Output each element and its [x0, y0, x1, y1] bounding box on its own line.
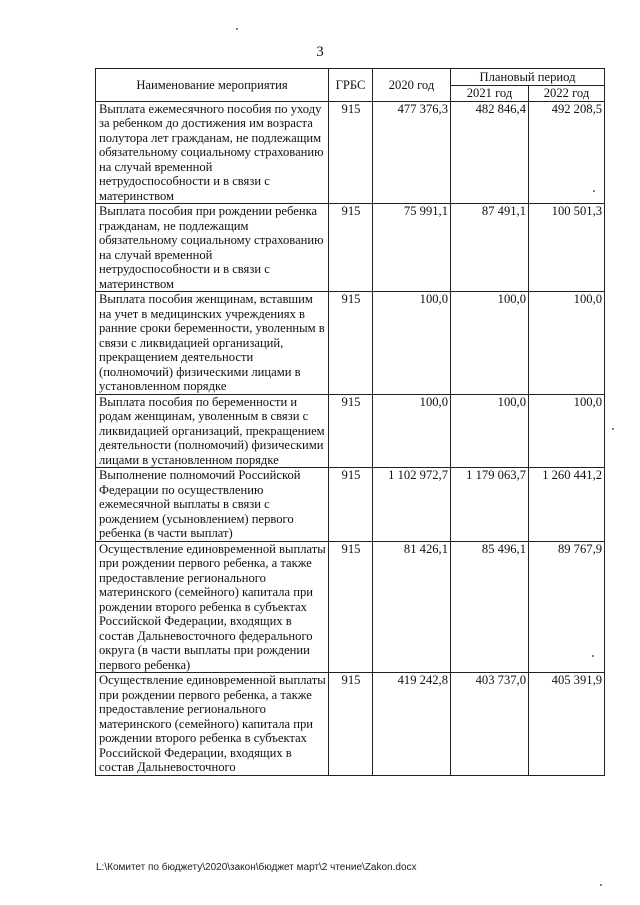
budget-table: [95, 68, 605, 776]
cell-grbs: 915: [329, 101, 373, 204]
cell-grbs: 915: [329, 673, 373, 776]
table-body: [96, 101, 605, 775]
cell-2022: 100 501,3: [529, 204, 605, 292]
cell-2020: 81 426,1: [373, 541, 451, 673]
cell-2022: 405 391,9: [529, 673, 605, 776]
cell-2021: 482 846,4: [451, 101, 529, 204]
cell-2021: 100,0: [451, 292, 529, 395]
cell-name: Осуществление единовременной выплаты при рождении первого ребенка, а также предоставление регионального материнского (семейного) капитала при рождении второго ребенка в субъектах Российской Федерации, входящих в состав Дальневосточного: [96, 673, 329, 776]
table-row: [96, 101, 605, 204]
cell-2022: 89 767,9: [529, 541, 605, 673]
cell-2020: 100,0: [373, 394, 451, 468]
cell-grbs: 915: [329, 292, 373, 395]
cell-2021: 85 496,1: [451, 541, 529, 673]
file-path-footer: L:\Комитет по бюджету\2020\закон\бюджет март\2 чтение\Zakon.docx: [96, 862, 417, 873]
cell-name: Выплата пособия при рождении ребенка гражданам, не подлежащим обязательному социальному страхованию на случай временной нетрудоспособности и в связи с материнством: [96, 204, 329, 292]
table-header: [96, 69, 605, 102]
page-number: 3: [316, 44, 324, 60]
cell-2021: 1 179 063,7: [451, 468, 529, 542]
cell-name: Осуществление единовременной выплаты при рождении первого ребенка, а также предоставление регионального материнского (семейного) капитала при рождении второго ребенка в субъектах Российской Федерации, входящих в состав Дальневосточного федерального округа (в части выплаты при рождении первого ребенка): [96, 541, 329, 673]
header-name: Наименование мероприятия: [96, 69, 329, 102]
cell-2021: 403 737,0: [451, 673, 529, 776]
table-row: [96, 541, 605, 673]
table-row: [96, 204, 605, 292]
cell-grbs: 915: [329, 204, 373, 292]
scan-speck: [593, 190, 595, 192]
header-2021: 2021 год: [451, 86, 529, 102]
cell-2022: 1 260 441,2: [529, 468, 605, 542]
scan-speck: [236, 28, 238, 30]
table-row: [96, 292, 605, 395]
cell-2020: 419 242,8: [373, 673, 451, 776]
table-row: [96, 468, 605, 542]
header-grbs: ГРБС: [329, 69, 373, 102]
cell-grbs: 915: [329, 394, 373, 468]
scan-speck: [600, 884, 602, 886]
cell-grbs: 915: [329, 541, 373, 673]
cell-2021: 87 491,1: [451, 204, 529, 292]
cell-2022: 100,0: [529, 292, 605, 395]
cell-2022: 100,0: [529, 394, 605, 468]
cell-name: Выплата ежемесячного пособия по уходу за ребенком до достижения им возраста полутора лет гражданам, не подлежащим обязательному социальному страхованию на случай временной нетрудоспособности и в связи с материнством: [96, 101, 329, 204]
scan-speck: [592, 655, 594, 657]
table-row: [96, 394, 605, 468]
header-2020: 2020 год: [373, 69, 451, 102]
cell-2020: 1 102 972,7: [373, 468, 451, 542]
cell-name: Выполнение полномочий Российской Федерации по осуществлению ежемесячной выплаты в связи с рождением (усыновлением) первого ребенка (в части выплат): [96, 468, 329, 542]
cell-name: Выплата пособия по беременности и родам женщинам, уволенным в связи с ликвидацией организаций, прекращением деятельности (полномочий) физическими лицами в установленном порядке: [96, 394, 329, 468]
header-planned-period: Плановый период: [451, 69, 605, 86]
cell-2020: 477 376,3: [373, 101, 451, 204]
header-2022: 2022 год: [529, 86, 605, 102]
cell-2020: 75 991,1: [373, 204, 451, 292]
cell-2021: 100,0: [451, 394, 529, 468]
table-row: [96, 673, 605, 776]
cell-name: Выплата пособия женщинам, вставшим на учет в медицинских учреждениях в ранние сроки беременности, уволенным в связи с ликвидацией организаций, прекращением деятельности (полномочий) физическими лицами в установленном порядке: [96, 292, 329, 395]
cell-2022: 492 208,5: [529, 101, 605, 204]
cell-grbs: 915: [329, 468, 373, 542]
scan-speck: [612, 428, 614, 430]
cell-2020: 100,0: [373, 292, 451, 395]
